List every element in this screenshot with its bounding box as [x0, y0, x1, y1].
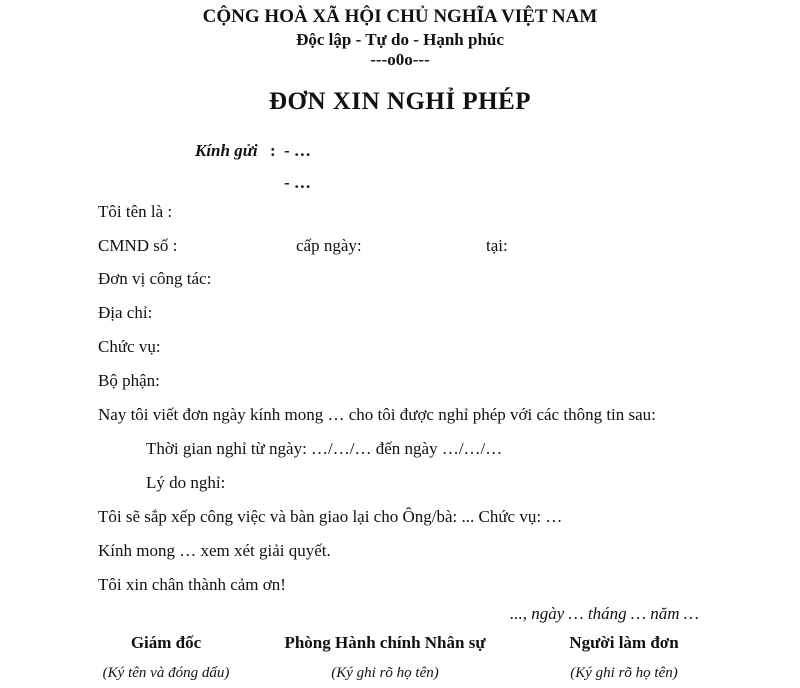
field-issue-place: tại:: [486, 236, 508, 255]
document-title: ĐƠN XIN NGHỈ PHÉP: [269, 88, 531, 115]
request-paragraph: Nay tôi viết đơn ngày kính mong … cho tôi được nghỉ phép với các thông tin sau:: [98, 405, 656, 424]
thanks-paragraph: Tôi xin chân thành cảm ơn!: [98, 575, 286, 594]
consider-paragraph: Kính mong … xem xét giải quyết.: [98, 541, 331, 560]
motto: Độc lập - Tự do - Hạnh phúc: [296, 30, 504, 49]
field-issue-date: cấp ngày:: [296, 236, 362, 255]
signature-note-director: (Ký tên và đóng dấu): [102, 665, 230, 681]
leave-reason: Lý do nghỉ:: [146, 473, 226, 492]
date-line: ..., ngày … tháng … năm …: [510, 604, 699, 623]
field-address: Địa chỉ:: [98, 303, 153, 322]
field-name: Tôi tên là :: [98, 202, 173, 221]
addressee-label: Kính gửi: [195, 141, 258, 160]
addressee-line-1: - …: [284, 141, 311, 160]
addressee-line-2: - …: [284, 173, 311, 192]
signature-note-applicant: (Ký ghi rõ họ tên): [570, 665, 678, 681]
nation-heading: CỘNG HOÀ XÃ HỘI CHỦ NGHĨA VIỆT NAM: [202, 6, 598, 27]
field-work-unit: Đơn vị công tác:: [98, 269, 212, 288]
signature-title-director: Giám đốc: [130, 633, 202, 652]
field-department: Bộ phận:: [98, 371, 160, 390]
signature-title-hr: Phòng Hành chính Nhân sự: [284, 633, 486, 652]
header-divider: ---o0o---: [370, 50, 430, 69]
handover-paragraph: Tôi sẽ sắp xếp công việc và bàn giao lại cho Ông/bà: ... Chức vụ: …: [98, 507, 563, 526]
field-id-number: CMND số :: [98, 236, 178, 255]
signature-title-applicant: Người làm đơn: [569, 633, 679, 652]
signature-note-hr: (Ký ghi rõ họ tên): [331, 665, 439, 681]
addressee-colon: :: [270, 141, 276, 160]
field-position: Chức vụ:: [98, 337, 161, 356]
leave-period: Thời gian nghỉ từ ngày: …/…/… đến ngày …/…/…: [146, 439, 503, 458]
